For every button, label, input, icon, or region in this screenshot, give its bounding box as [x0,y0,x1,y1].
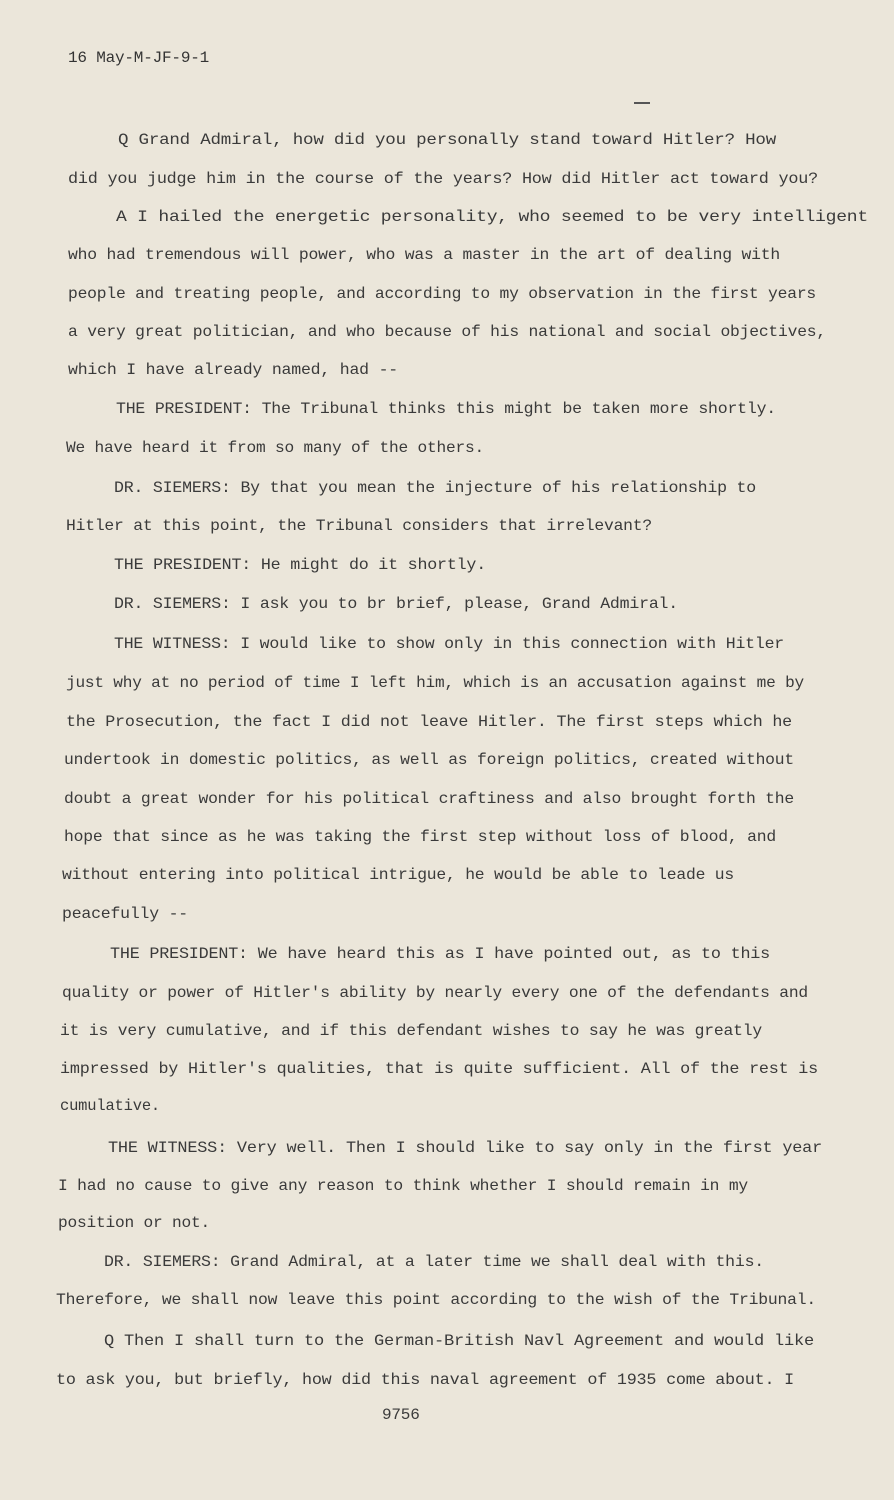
transcript-line: THE PRESIDENT: We have heard this as I have pointed out, as to this [110,945,770,963]
transcript-line: Q Grand Admiral, how did you personally stand toward Hitler? How [118,131,777,149]
transcript-line: cumulative. [60,1097,160,1115]
transcript-line: THE WITNESS: I would like to show only in this connection with Hitler [114,635,784,653]
transcript-line: who had tremendous will power, who was a master in the art of dealing with [68,246,780,264]
transcript-line: DR. SIEMERS: I ask you to br brief, please, Grand Admiral. [114,595,678,613]
transcript-line: without entering into political intrigue, he would be able to leade us [62,866,734,884]
document-reference: 16 May-M-JF-9-1 [68,49,210,67]
transcript-line: to ask you, but briefly, how did this naval agreement of 1935 come about. I [56,1371,795,1389]
transcript-line: We have heard it from so many of the others. [66,439,484,457]
transcript-line: which I have already named, had -- [68,361,398,379]
transcript-line: THE PRESIDENT: He might do it shortly. [114,556,487,574]
pen-mark [634,102,650,104]
transcript-line: peacefully -- [62,905,188,923]
transcript-line: quality or power of Hitler's ability by nearly every one of the defendants and [62,984,808,1002]
transcript-line: a very great politician, and who because of his national and social objectives, [68,323,826,341]
transcript-line: it is very cumulative, and if this defendant wishes to say he was greatly [60,1022,762,1040]
transcript-line: A I hailed the energetic personality, who seemed to be very intelligent [116,208,868,226]
transcript-line: just why at no period of time I left him, which is an accusation against me by [66,674,804,692]
transcript-line: Therefore, we shall now leave this point according to the wish of the Tribunal. [56,1291,816,1309]
transcript-line: undertook in domestic politics, as well as foreign politics, created without [64,751,794,769]
transcript-line: Hitler at this point, the Tribunal considers that irrelevant? [66,517,652,535]
transcript-line: DR. SIEMERS: By that you mean the injecture of his relationship to [114,479,756,497]
transcript-line: doubt a great wonder for his political craftiness and also brought forth the [64,790,794,808]
transcript-line: DR. SIEMERS: Grand Admiral, at a later time we shall deal with this. [104,1253,764,1271]
transcript-line: the Prosecution, the fact I did not leave Hitler. The first steps which he [66,713,792,731]
page-number: 9756 [382,1406,420,1424]
transcript-line: did you judge him in the course of the years? How did Hitler act toward you? [68,170,818,188]
transcript-line: Q Then I shall turn to the German-British Navl Agreement and would like [104,1332,814,1350]
transcript-line: THE WITNESS: Very well. Then I should like to say only in the first year [108,1139,822,1157]
transcript-line: impressed by Hitler's qualities, that is quite sufficient. All of the rest is [60,1060,818,1078]
transcript-line: hope that since as he was taking the first step without loss of blood, and [64,828,776,846]
transcript-line: THE PRESIDENT: The Tribunal thinks this might be taken more shortly. [116,400,776,418]
transcript-line: people and treating people, and according to my observation in the first years [68,285,816,303]
transcript-line: position or not. [58,1214,210,1232]
transcript-line: I had no cause to give any reason to think whether I should remain in my [58,1177,748,1195]
